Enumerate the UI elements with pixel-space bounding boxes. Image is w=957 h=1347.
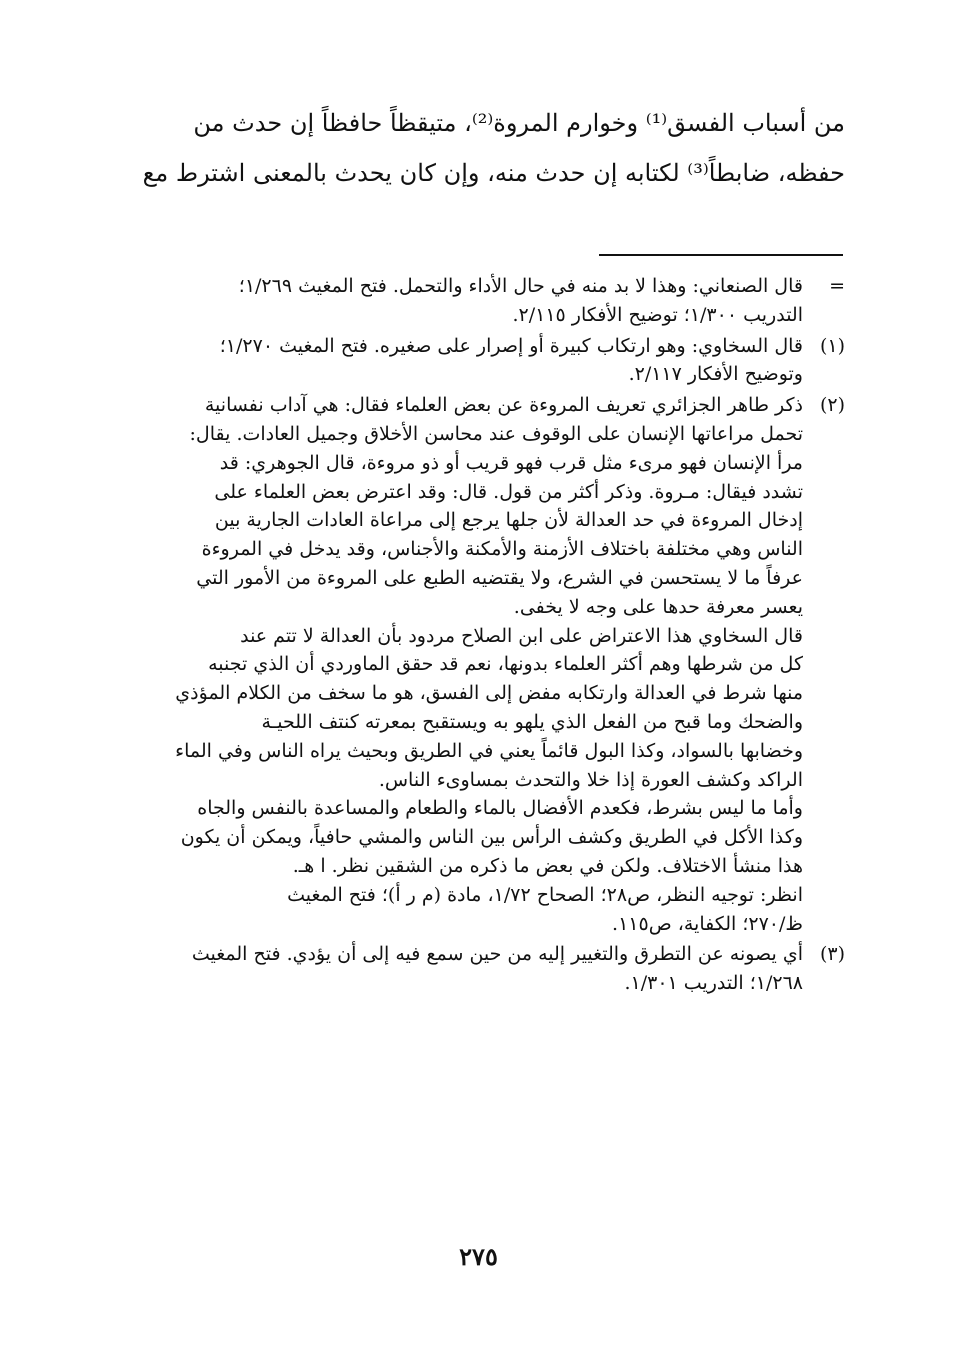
footnote-line: ١/٢٦٨؛ التدريب ١/٣٠١. [624, 972, 803, 995]
footnote-marker: = [829, 275, 845, 297]
footnote-line: قال السخاوي هذا الاعتراض على ابن الصلاح مردود بأن العدالة لا تتم عند [240, 624, 803, 647]
main-text [115, 98, 845, 198]
footnote-line: تحمل مراعاتها الإنسان على الوقوف عند محاسن الأخلاق وجميل العادات. يقال: [189, 422, 803, 445]
main-text-line: من أسباب الفسق⁽¹⁾ وخوارم المروة⁽²⁾، متيقظاً حافظاً إن حدث من [193, 109, 845, 137]
footnote-line: والضحك وما قبح من الفعل الذي يلهو به ويستقبح بمعرته كنتف اللحيـة [261, 710, 803, 733]
footnote-line: وتوضيح الأفكار ٢/١١٧. [628, 363, 803, 386]
footnote-line: تشدد فيقال: مـروة. وذكر أكثر من قول. قال: وقد اعترض بعض العلماء على [214, 480, 803, 503]
footnote-line: أي يصونه عن التطرق والتغيير إليه من حين سمع فيه إلى أن يؤدي. فتح المغيث [191, 943, 803, 966]
footnote-line: يعسر معرفة حدها على وجه لا يخفى. [513, 595, 803, 618]
footnote-line: وكذا الأكل في الطريق وكشف الرأس بين الناس والمشي حافياً، ويمكن أن يكون [180, 826, 803, 849]
footnote-line: هذا منشأ الاختلاف. ولكن في بعض ما ذكره من الشقين نظر. ا هـ. [292, 854, 803, 877]
footnote-2 [113, 391, 845, 938]
footnote-line: عرفاً ما لا يستحسن في الشرع، ولا يقتضيه الطبع على المروءة من الأمور التي [196, 566, 803, 589]
footnotes [113, 272, 845, 1000]
footnote-line: وأما ما ليس بشرط، فكعدم الأفضال بالماء والطعام والمساعدة بالنفس والجاه [197, 797, 803, 820]
footnote-line: مرأ الإنسان فهو مرىء مثل قرب فهو قريب أو ذو مروءة، قال الجوهري: قد [219, 451, 803, 474]
footnote-1 [113, 332, 845, 390]
footnote-line: إدخال المروءة في حد العدالة لأن جلها يرجع إلى مراعاة العادات الجارية بين [214, 509, 803, 532]
footnote-continued [113, 272, 845, 330]
main-text-line: حفظه، ضابطاً⁽³⁾ لكتابه إن حدث منه، وإن كان يحدث بالمعنى اشترط مع [142, 159, 845, 187]
footnote-line: التدريب ١/٣٠٠؛ توضيح الأفكار ٢/١١٥. [512, 303, 803, 326]
footnote-line: قال الصنعاني: وهذا لا بد منه في حال الأداء والتحمل. فتح المغيث ١/٢٦٩؛ [238, 275, 803, 297]
footnote-line: ذكر طاهر الجزائري تعريف المروءة عن بعض العلماء فقال: هي آداب نفسانية [204, 394, 803, 417]
footnote-line: منها شرط في العدالة وارتكابه مفض إلى الفسق، هو ما سخف من الكلام المؤذي [175, 682, 803, 705]
footnote-line: انظر: توجيه النظر، ص٢٨؛ الصحاح ١/٧٢، مادة (م ر أ)؛ فتح المغيث [287, 883, 803, 906]
footnote-marker: (١) [819, 334, 845, 357]
footnote-line: الناس وهي مختلفة باختلاف الأزمنة والأمكنة والأجناس، وقد يدخل في المروءة [201, 538, 803, 561]
footnote-marker: (٣) [819, 943, 845, 966]
footnote-3 [113, 940, 845, 998]
footnote-line: الراكد وكشف العورة إذا خلا والتحدث بمساوىء الناس. [378, 768, 803, 791]
footnote-line: وخضابها بالسواد، وكذا البول قائماً يعني في الطريق وبحيث يراه الناس وفي الماء [175, 739, 803, 762]
footnote-marker: (٢) [819, 394, 845, 417]
footnote-line: قال السخاوي: وهو ارتكاب كبيرة أو إصرار على صغيره. فتح المغيث ١/٢٧٠؛ [219, 334, 803, 357]
page-number: ٢٧٥ [459, 1242, 498, 1271]
footnote-line: كل من شرطها وهم أكثر العلماء بدونها، نعم قد حقق الماوردي أن الذي تجنبه [208, 653, 803, 676]
footnote-line: ظ/٢٧٠؛ الكفاية، ص١١٥. [612, 912, 803, 935]
footnote-separator [599, 254, 843, 256]
